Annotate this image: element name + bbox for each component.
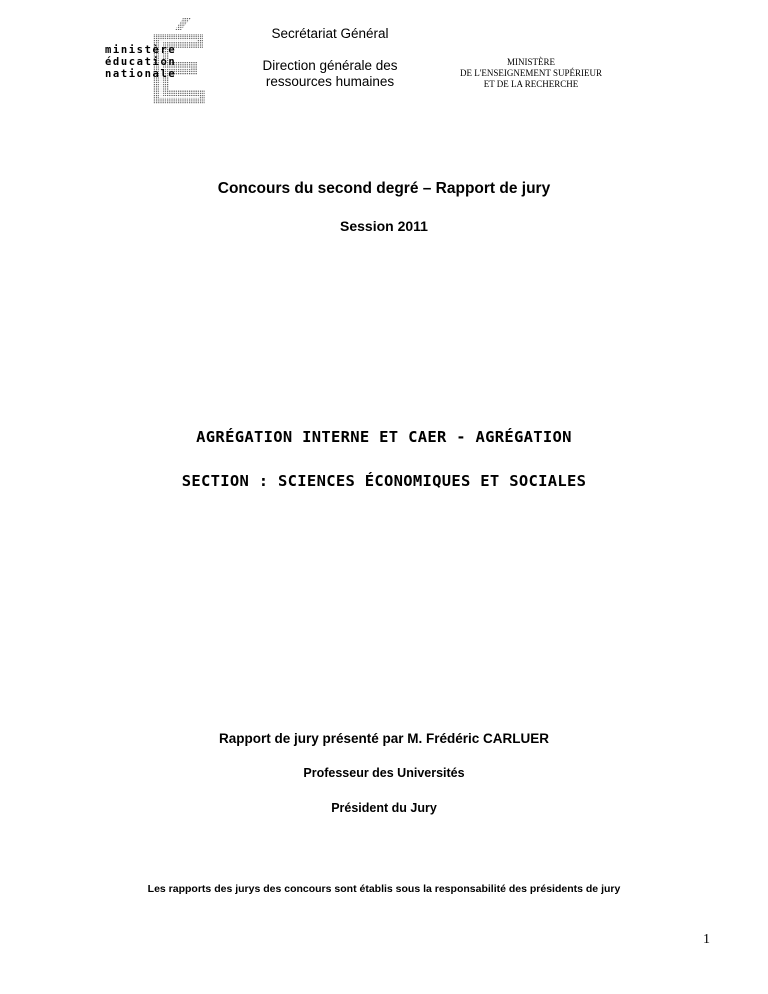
logo-word-ministere: ministère bbox=[105, 44, 177, 56]
header-direction-line1: Direction générale des bbox=[262, 58, 398, 73]
president-role-jury: Président du Jury bbox=[331, 801, 437, 815]
header-direction bbox=[230, 58, 430, 90]
logo-word-education: éducation bbox=[105, 56, 177, 68]
logo-word-nationale: nationale bbox=[105, 68, 177, 80]
ministry-logo bbox=[105, 18, 205, 104]
responsibility-note: Les rapports des jurys des concours sont établis sous la responsabilité des présidents de jury bbox=[147, 883, 621, 895]
section-heading: SECTION : SCIENCES ÉCONOMIQUES ET SOCIALES bbox=[181, 472, 587, 490]
header-right-line2: DE L'ENSEIGNEMENT SUPÉRIEUR bbox=[460, 68, 602, 78]
header-ministry-right bbox=[446, 57, 616, 90]
header-direction-line2: ressources humaines bbox=[265, 74, 395, 89]
president-role-professor: Professeur des Universités bbox=[303, 766, 465, 780]
logo-wordmark bbox=[105, 44, 176, 80]
agregation-heading: AGRÉGATION INTERNE ET CAER - AGRÉGATION bbox=[196, 428, 572, 446]
header-secretariat: Secrétariat Général bbox=[271, 26, 389, 41]
presented-by: Rapport de jury présenté par M. Frédéric CARLUER bbox=[218, 731, 550, 746]
page-number: 1 bbox=[703, 932, 710, 947]
header-right-line3: ET DE LA RECHERCHE bbox=[483, 79, 579, 89]
session-label: Session 2011 bbox=[340, 218, 428, 234]
report-title: Concours du second degré – Rapport de jury bbox=[217, 180, 551, 197]
header-right-line1: MINISTÈRE bbox=[507, 57, 555, 67]
